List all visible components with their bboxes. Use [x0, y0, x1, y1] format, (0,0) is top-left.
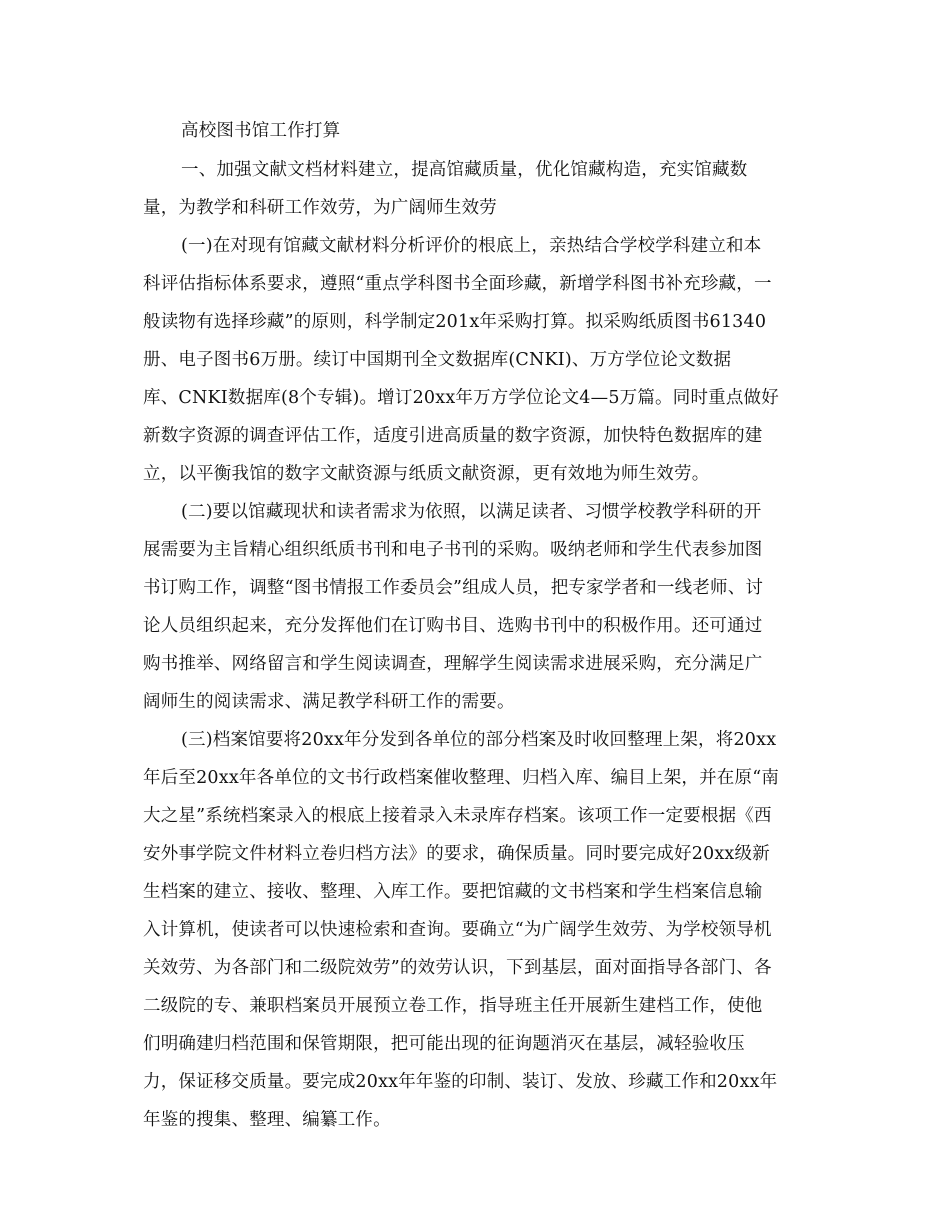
text-line: 新数字资源的调查评估工作，适度引进高质量的数字资源，加快特色数据库的建	[143, 426, 763, 446]
document-title: 高校图书馆工作打算	[181, 121, 341, 141]
text-line: 大之星”系统档案录入的根底上接着录入未录库存档案。该项工作一定要根据《西	[143, 806, 772, 826]
text-line: 入计算机，使读者可以快速检索和查询。要确立“为广阔学生效劳、为学校领导机	[143, 920, 772, 940]
text-line: 力，保证移交质量。要完成20xx年年鉴的印制、装订、发放、珍藏工作和20xx年	[143, 1072, 778, 1092]
text-line: 安外事学院文件材料立卷归档方法》的要求，确保质量。同时要完成好20xx级新	[143, 844, 770, 864]
text-line: 库、CNKI数据库(8个专辑)。增订20xx年万方学位论文4—5万篇。同时重点做好	[143, 388, 779, 408]
text-line: 量，为教学和科研工作效劳，为广阔师生效劳	[143, 198, 497, 218]
text-line: 阔师生的阅读需求、满足教学科研工作的需要。	[143, 692, 515, 712]
text-line: 年鉴的搜集、整理、编纂工作。	[143, 1110, 391, 1130]
text-line: 册、电子图书6万册。续订中国期刊全文数据库(CNKI)、万方学位论文数据	[143, 350, 732, 370]
text-line: 关效劳、为各部门和二级院效劳”的效劳认识，下到基层，面对面指导各部门、各	[143, 958, 772, 978]
text-line: 展需要为主旨精心组织纸质书刊和电子书刊的采购。吸纳老师和学生代表参加图	[143, 540, 763, 560]
text-line: 们明确建归档范围和保管期限，把可能出现的征询题消灭在基层，减轻验收压	[143, 1034, 745, 1054]
text-line: 生档案的建立、接收、整理、入库工作。要把馆藏的文书档案和学生档案信息输	[143, 882, 763, 902]
text-line: 立，以平衡我馆的数字文献资源与纸质文献资源，更有效地为师生效劳。	[143, 464, 710, 484]
text-line: 二级院的专、兼职档案员开展预立卷工作，指导班主任开展新生建档工作，使他	[143, 996, 763, 1016]
text-line: 一、加强文献文档材料建立，提高馆藏质量，优化馆藏构造，充实馆藏数	[181, 160, 748, 180]
text-line: (三)档案馆要将20xx年分发到各单位的部分档案及时收回整理上架，将20xx	[181, 730, 777, 750]
text-line: 书订购工作，调整“图书情报工作委员会”组成人员，把专家学者和一线老师、讨	[143, 578, 764, 598]
text-line: 年后至20xx年各单位的文书行政档案催收整理、归档入库、编目上架，并在原“南	[143, 768, 780, 788]
text-line: (二)要以馆藏现状和读者需求为依照，以满足读者、习惯学校教学科研的开	[181, 502, 762, 522]
text-line: 般读物有选择珍藏”的原则，科学制定201x年采购打算。拟采购纸质图书61340	[143, 312, 767, 332]
text-line: 科评估指标体系要求，遵照“重点学科图书全面珍藏，新增学科图书补充珍藏，一	[143, 274, 772, 294]
text-line: 论人员组织起来，充分发挥他们在订购书目、选购书刊中的积极作用。还可通过	[143, 616, 763, 636]
text-line: (一)在对现有馆藏文献材料分析评价的根底上，亲热结合学校学科建立和本	[181, 236, 762, 256]
text-line: 购书推举、网络留言和学生阅读调查，理解学生阅读需求进展采购，充分满足广	[143, 654, 763, 674]
